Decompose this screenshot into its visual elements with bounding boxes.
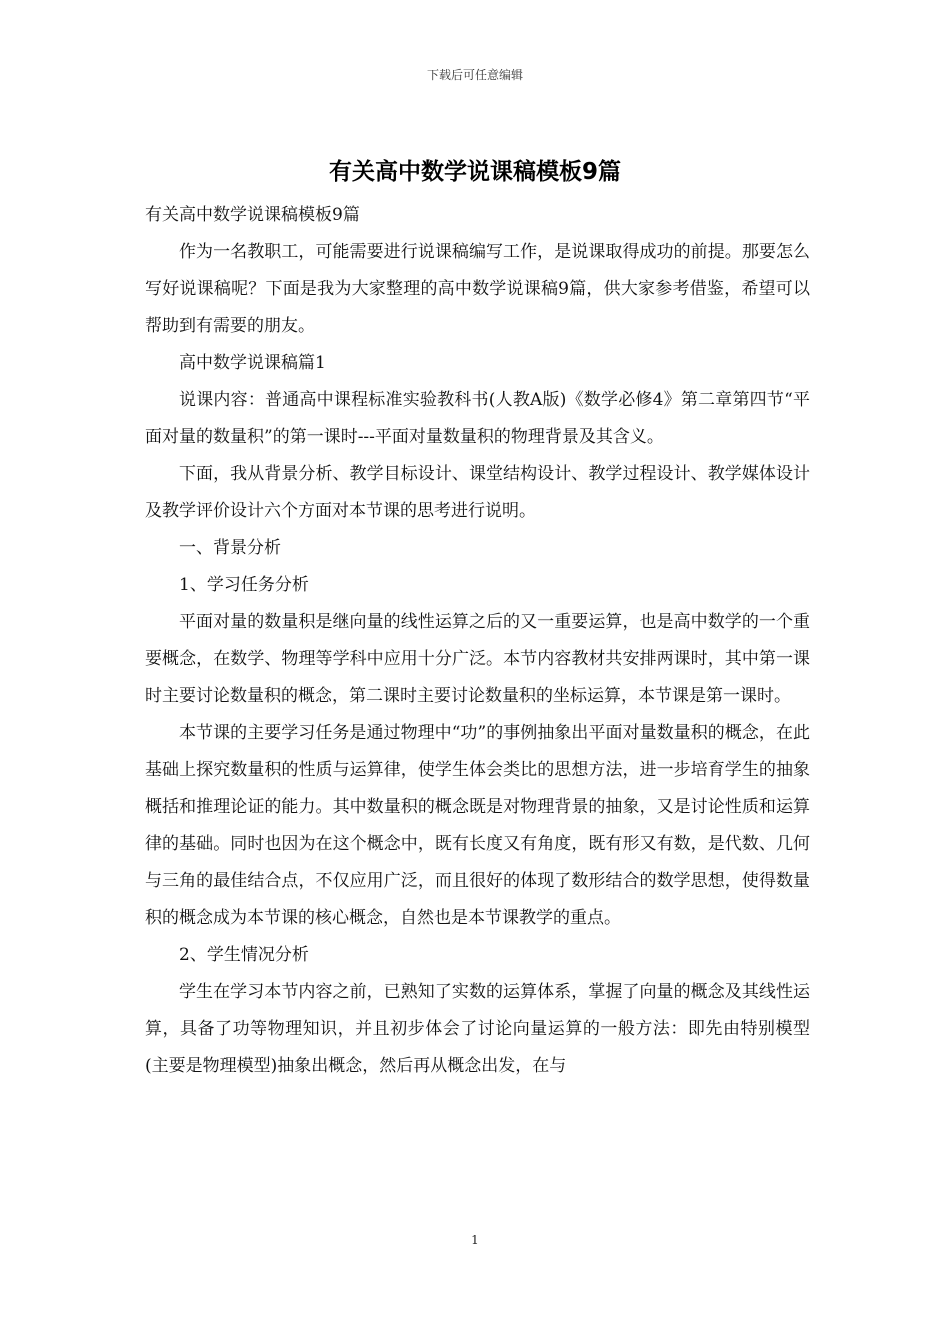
- intro-paragraph: 作为一名教职工，可能需要进行说课稿编写工作，是说课取得成功的前提。那要怎么写好说课稿呢？下面是我为大家整理的高中数学说课稿9篇，供大家参考借鉴，希望可以帮助到有需要的朋友。: [145, 242, 810, 336]
- subtitle-line: 有关高中数学说课稿模板9篇: [145, 205, 360, 225]
- heading-student-analysis: 2、学生情况分析: [179, 945, 309, 965]
- lesson-content-paragraph: 说课内容：普通高中课程标准实验教科书(人教A版)《数学必修4》第二章第四节“平面对量的数量积”的第一课时---平面对量数量积的物理背景及其含义。: [145, 390, 810, 447]
- page-number: 1: [471, 1233, 479, 1247]
- header-note: 下载后可任意编辑: [426, 68, 523, 82]
- heading-task-analysis: 1、学习任务分析: [179, 575, 309, 595]
- heading-background-analysis: 一、背景分析: [179, 538, 281, 558]
- task-analysis-paragraph-1: 平面对量的数量积是继向量的线性运算之后的又一重要运算，也是高中数学的一个重要概念，在数学、物理等学科中应用十分广泛。本节内容教材共安排两课时，其中第一课时主要讨论数量积的概念，第二课时主要讨论数量积的坐标运算，本节课是第一课时。: [145, 612, 810, 706]
- outline-paragraph: 下面，我从背景分析、教学目标设计、课堂结构设计、教学过程设计、教学媒体设计及教学评价设计六个方面对本节课的思考进行说明。: [145, 464, 810, 521]
- task-analysis-paragraph-2: 本节课的主要学习任务是通过物理中“功”的事例抽象出平面对量数量积的概念，在此基础上探究数量积的性质与运算律，使学生体会类比的思想方法，进一步培育学生的抽象概括和推理论证的能力。其中数量积的概念既是对物理背景的抽象，又是讨论性质和运算律的基础。同时也因为在这个概念中，既有长度又有角度，既有形又有数，是代数、几何与三角的最佳结合点，不仅应用广泛，而且很好的体现了数形结合的数学思想，使得数量积的概念成为本节课的核心概念，自然也是本节课教学的重点。: [145, 723, 810, 928]
- student-analysis-paragraph: 学生在学习本节内容之前，已熟知了实数的运算体系，掌握了向量的概念及其线性运算，具备了功等物理知识，并且初步体会了讨论向量运算的一般方法：即先由特别模型(主要是物理模型)抽象出概念，然后再从概念出发，在与: [145, 982, 810, 1076]
- section-heading-lesson-1: 高中数学说课稿篇1: [179, 353, 326, 373]
- document-title: 有关高中数学说课稿模板9篇: [328, 159, 621, 185]
- document-body: [145, 197, 810, 1085]
